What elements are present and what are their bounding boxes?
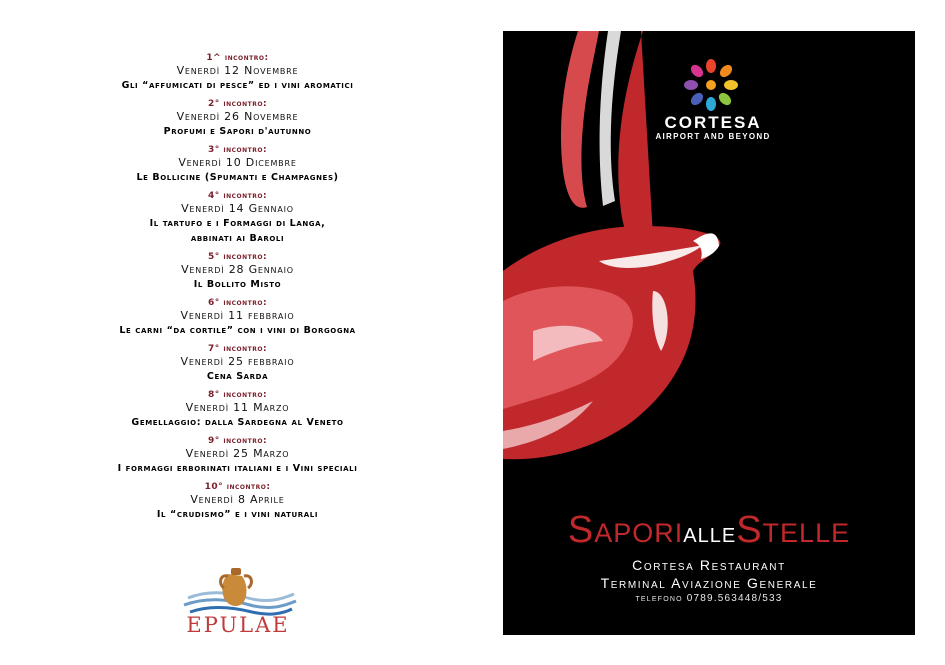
brand-tagline: AIRPORT AND BEYOND	[655, 132, 771, 141]
meeting-date: Venerdì 10 Dicembre	[178, 156, 297, 169]
brand-name: CORTESA	[664, 113, 762, 132]
meeting-number: 6° incontro:	[207, 298, 268, 308]
meeting-item	[60, 297, 415, 338]
meeting-number: 10° incontro:	[204, 482, 271, 492]
meeting-date: Venerdì 8 Aprile	[190, 493, 285, 506]
meeting-item	[60, 251, 415, 292]
phone-number: telefono 0789.563448/533	[635, 593, 783, 604]
meeting-number: 2° incontro:	[207, 99, 268, 109]
meeting-number: 7° incontro:	[207, 344, 268, 354]
meeting-date: Venerdì 25 febbraio	[180, 355, 295, 368]
cover-panel	[503, 31, 915, 635]
meeting-date: Venerdì 12 Novembre	[176, 64, 299, 77]
meeting-number: 8° incontro:	[207, 390, 268, 400]
meeting-item	[60, 98, 415, 139]
meeting-title: abbinati ai Baroli	[190, 233, 285, 244]
meeting-date: Venerdì 26 Novembre	[176, 110, 299, 123]
event-title-sapori: Sapori	[567, 509, 684, 551]
meeting-title: Il “crudismo” e i vini naturali	[156, 509, 319, 520]
meeting-number: 9° incontro:	[207, 436, 268, 446]
meeting-item	[60, 435, 415, 476]
meeting-title: Gemellaggio: dalla Sardegna al Veneto	[131, 417, 344, 428]
meeting-date: Venerdì 14 Gennaio	[181, 202, 294, 215]
event-title	[503, 509, 915, 552]
event-title-stelle: Stelle	[736, 509, 851, 551]
meeting-date: Venerdì 11 Marzo	[185, 401, 290, 414]
meeting-item	[60, 52, 415, 93]
meeting-title: Profumi e Sapori d'autunno	[163, 126, 312, 137]
terminal-name: Terminal Aviazione Generale	[600, 575, 818, 591]
meeting-number: 4° incontro:	[207, 191, 268, 201]
meetings-schedule	[60, 52, 415, 527]
meeting-date: Venerdì 25 Marzo	[185, 447, 290, 460]
meeting-number: 5° incontro:	[207, 252, 268, 262]
meeting-title: I formaggi erborinati italiani e i Vini speciali	[117, 463, 358, 474]
meeting-number: 1^ incontro:	[206, 53, 269, 63]
meeting-date: Venerdì 11 febbraio	[180, 309, 295, 322]
meeting-title: Le Bollicine (Spumanti e Champagnes)	[136, 172, 339, 183]
meeting-title: Il Bollito Misto	[193, 279, 282, 290]
meeting-item	[60, 481, 415, 522]
cortesa-flower-icon	[683, 57, 739, 113]
meeting-item	[60, 389, 415, 430]
meeting-item	[60, 190, 415, 246]
epulae-wordmark: EPULAE	[186, 613, 290, 637]
meeting-title: Il tartufo e i Formaggi di Langa,	[149, 218, 326, 229]
meeting-title: Gli “affumicati di pesce” ed i vini aromatici	[121, 80, 354, 91]
event-title-alle: alle	[683, 517, 737, 548]
meeting-title: Le carni “da cortile” con i vini di Borgogna	[119, 325, 356, 336]
meeting-number: 3° incontro:	[207, 145, 268, 155]
meeting-title: Cena Sarda	[206, 371, 269, 382]
meeting-item	[60, 144, 415, 185]
restaurant-name: Cortesa Restaurant	[632, 557, 786, 573]
meeting-date: Venerdì 28 Gennaio	[181, 263, 294, 276]
meeting-item	[60, 343, 415, 384]
